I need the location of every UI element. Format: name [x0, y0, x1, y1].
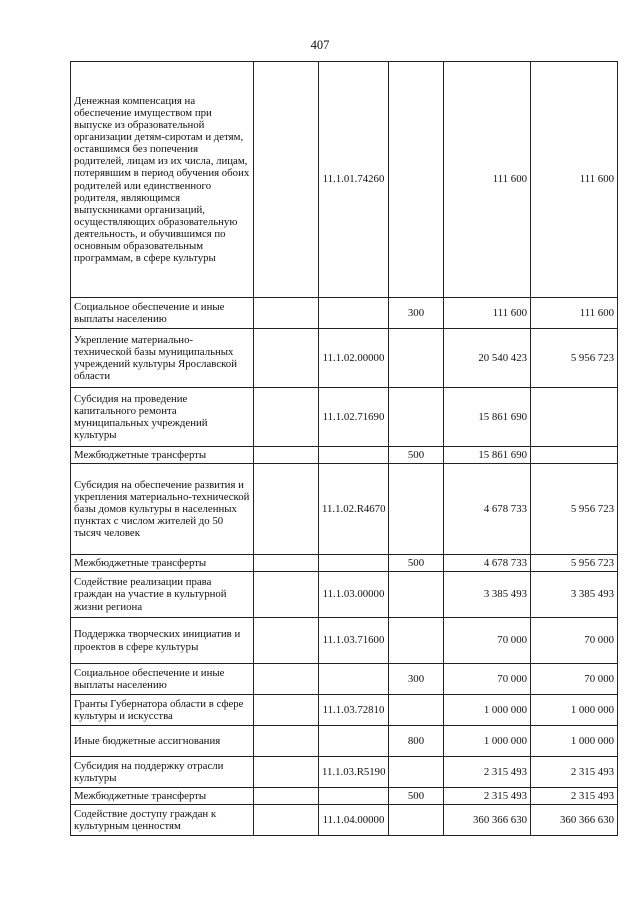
row-sum-2: 5 956 723 — [531, 329, 618, 388]
row-expense-type: 500 — [389, 447, 444, 464]
row-empty-cell — [254, 572, 319, 618]
table-row — [71, 464, 618, 555]
table-row — [71, 618, 618, 664]
row-empty-cell — [254, 726, 319, 757]
row-expense-type — [389, 805, 444, 836]
row-name: Социальное обеспечение и иные выплаты населению — [71, 664, 254, 695]
row-expense-type: 500 — [389, 555, 444, 572]
row-expense-type: 800 — [389, 726, 444, 757]
table-row — [71, 298, 618, 329]
row-sum-2: 3 385 493 — [531, 572, 618, 618]
row-empty-cell — [254, 447, 319, 464]
row-expense-type — [389, 62, 444, 298]
row-code — [319, 664, 389, 695]
row-expense-type — [389, 618, 444, 664]
row-code — [319, 555, 389, 572]
row-name: Межбюджетные трансферты — [71, 447, 254, 464]
row-sum-1: 360 366 630 — [444, 805, 531, 836]
row-code: 11.1.03.R5190 — [319, 757, 389, 788]
row-expense-type — [389, 757, 444, 788]
row-expense-type: 300 — [389, 298, 444, 329]
row-sum-1: 111 600 — [444, 298, 531, 329]
row-code — [319, 447, 389, 464]
row-sum-2 — [531, 447, 618, 464]
table-row — [71, 664, 618, 695]
row-code: 11.1.03.00000 — [319, 572, 389, 618]
table-row — [71, 805, 618, 836]
row-code: 11.1.04.00000 — [319, 805, 389, 836]
row-code — [319, 298, 389, 329]
row-sum-1: 2 315 493 — [444, 757, 531, 788]
table-row — [71, 572, 618, 618]
row-sum-2: 2 315 493 — [531, 757, 618, 788]
row-sum-1: 2 315 493 — [444, 788, 531, 805]
row-code — [319, 726, 389, 757]
table-row — [71, 726, 618, 757]
row-sum-2: 1 000 000 — [531, 695, 618, 726]
row-name: Содействие доступу граждан к культурным ценностям — [71, 805, 254, 836]
row-empty-cell — [254, 555, 319, 572]
row-name: Социальное обеспечение и иные выплаты населению — [71, 298, 254, 329]
row-sum-1: 4 678 733 — [444, 464, 531, 555]
row-empty-cell — [254, 62, 319, 298]
row-code: 11.1.03.71600 — [319, 618, 389, 664]
row-name: Денежная компенсация на обеспечение имуществом при выпуске из образовательной организации детям-сиротам и детям, оставшимся без попечения родителей, лицам из их числа, лицам, потерявшим в период обучения обоих родителей или единственного родителя, являющимся выпускниками организаций, осуществляющих образовательную деятельность, и обучившимся по основным образовательным программам, в сфере культуры — [71, 62, 254, 298]
row-name: Межбюджетные трансферты — [71, 555, 254, 572]
row-empty-cell — [254, 618, 319, 664]
row-sum-2: 70 000 — [531, 664, 618, 695]
row-sum-1: 4 678 733 — [444, 555, 531, 572]
row-name: Субсидия на обеспечение развития и укрепления материально-технической базы домов культуры в населенных пунктах с числом жителей до 50 тысяч человек — [71, 464, 254, 555]
table-row — [71, 788, 618, 805]
row-expense-type — [389, 329, 444, 388]
row-code: 11.1.02.R4670 — [319, 464, 389, 555]
row-sum-2: 111 600 — [531, 298, 618, 329]
row-empty-cell — [254, 788, 319, 805]
row-code: 11.1.01.74260 — [319, 62, 389, 298]
row-name: Содействие реализации права граждан на участие в культурной жизни региона — [71, 572, 254, 618]
row-empty-cell — [254, 664, 319, 695]
row-sum-1: 1 000 000 — [444, 726, 531, 757]
row-name: Субсидия на поддержку отрасли культуры — [71, 757, 254, 788]
row-name: Поддержка творческих инициатив и проектов в сфере культуры — [71, 618, 254, 664]
row-name: Иные бюджетные ассигнования — [71, 726, 254, 757]
row-sum-2: 5 956 723 — [531, 464, 618, 555]
row-expense-type — [389, 695, 444, 726]
table-row — [71, 329, 618, 388]
budget-table — [70, 61, 618, 836]
row-sum-1: 15 861 690 — [444, 447, 531, 464]
row-code: 11.1.03.72810 — [319, 695, 389, 726]
table-row — [71, 62, 618, 298]
row-sum-1: 70 000 — [444, 618, 531, 664]
budget-table-body — [71, 62, 618, 836]
row-code — [319, 788, 389, 805]
row-sum-1: 1 000 000 — [444, 695, 531, 726]
row-expense-type — [389, 572, 444, 618]
row-name: Гранты Губернатора области в сфере культуры и искусства — [71, 695, 254, 726]
row-sum-2: 5 956 723 — [531, 555, 618, 572]
row-sum-1: 15 861 690 — [444, 388, 531, 447]
row-empty-cell — [254, 388, 319, 447]
row-name: Межбюджетные трансферты — [71, 788, 254, 805]
row-name: Укрепление материально-технической базы муниципальных учреждений культуры Ярославской области — [71, 329, 254, 388]
table-row — [71, 757, 618, 788]
row-expense-type — [389, 464, 444, 555]
page-number: 407 — [310, 38, 330, 52]
table-row — [71, 388, 618, 447]
row-empty-cell — [254, 329, 319, 388]
table-row — [71, 695, 618, 726]
row-name: Субсидия на проведение капитального ремонта муниципальных учреждений культуры — [71, 388, 254, 447]
table-row — [71, 555, 618, 572]
row-sum-2: 1 000 000 — [531, 726, 618, 757]
row-sum-2: 70 000 — [531, 618, 618, 664]
row-empty-cell — [254, 757, 319, 788]
row-empty-cell — [254, 298, 319, 329]
row-sum-2 — [531, 388, 618, 447]
row-code: 11.1.02.71690 — [319, 388, 389, 447]
row-sum-1: 20 540 423 — [444, 329, 531, 388]
row-code: 11.1.02.00000 — [319, 329, 389, 388]
row-sum-1: 70 000 — [444, 664, 531, 695]
row-expense-type — [389, 388, 444, 447]
row-sum-2: 111 600 — [531, 62, 618, 298]
row-empty-cell — [254, 805, 319, 836]
row-sum-2: 2 315 493 — [531, 788, 618, 805]
table-row — [71, 447, 618, 464]
row-empty-cell — [254, 464, 319, 555]
row-sum-1: 111 600 — [444, 62, 531, 298]
row-sum-2: 360 366 630 — [531, 805, 618, 836]
row-expense-type: 300 — [389, 664, 444, 695]
row-expense-type: 500 — [389, 788, 444, 805]
row-empty-cell — [254, 695, 319, 726]
row-sum-1: 3 385 493 — [444, 572, 531, 618]
